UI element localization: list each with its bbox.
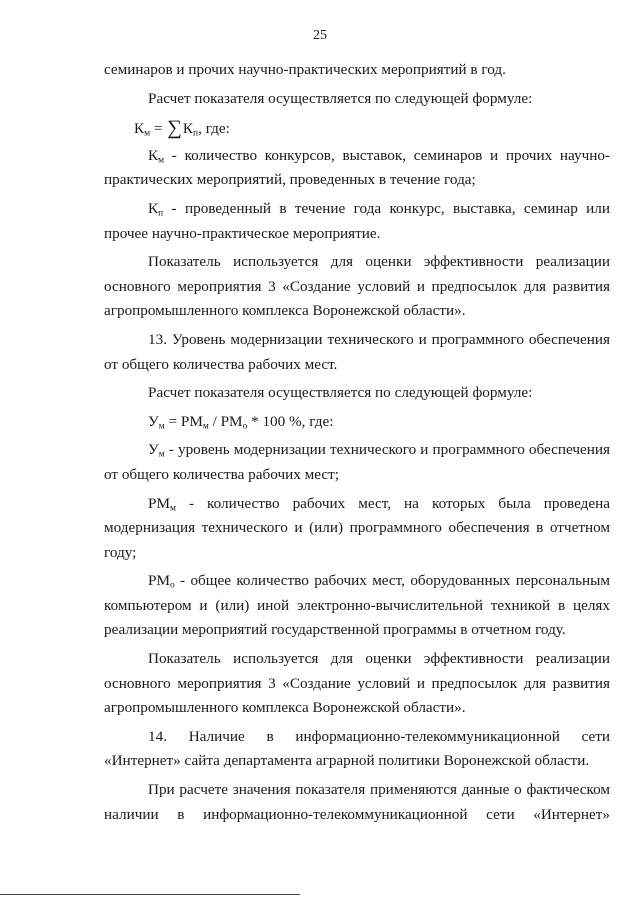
formula-um-tail: * 100 %, где:: [247, 412, 334, 430]
item-13-line-2: от общего количества рабочих мест.: [104, 355, 338, 373]
formula-km: [104, 115, 610, 140]
paragraph-rmo-line-1: [104, 569, 610, 594]
paragraph-km-line-2: практических мероприятий, проведенных в течение года;: [104, 171, 476, 189]
paragraph-rmm-line-1: [104, 492, 610, 517]
symbol-kp: К: [148, 199, 159, 217]
footer-rule: [0, 894, 300, 895]
formula-um-mid2-sub: о: [242, 421, 248, 432]
formula-um-mid2: / РМ: [208, 412, 243, 430]
formula-um-mid1: = РМ: [164, 412, 203, 430]
paragraph-kp-line-1: [104, 197, 610, 222]
formula-um-mid1-sub: м: [202, 421, 209, 432]
item-14-line-1: 14. Наличие в информационно-телекоммуникационной сети: [148, 727, 610, 745]
paragraph-km-line-1: [104, 144, 610, 169]
paragraph-rmm-line-2: модернизация технического и (или) программного обеспечения в отчетном: [104, 519, 610, 537]
formula-km-eq: =: [150, 120, 167, 138]
symbol-rmo: РМ: [148, 572, 170, 590]
paragraph-kp-line-2: прочее научно-практическое мероприятие.: [104, 224, 381, 242]
formula-um-lhs: У: [148, 412, 159, 430]
paragraph-13-line-2: наличии в информационно-телекоммуникационной сети «Интернет»: [104, 805, 610, 823]
symbol-um-sub: м: [158, 449, 165, 460]
paragraph-rmm-text: - количество рабочих мест, на которых была проведена: [175, 494, 610, 512]
page-number: 25: [313, 28, 327, 43]
formula-um-lhs-sub: м: [158, 421, 165, 432]
paragraph-7-line-1: Расчет показателя осуществляется по следующей формуле:: [148, 384, 533, 402]
formula-km-lhs-sub: м: [144, 128, 151, 139]
symbol-km: К: [148, 146, 159, 164]
paragraph-11-line-3: агропромышленного комплекса Воронежской области».: [104, 699, 466, 717]
paragraph-5-line-2: основного мероприятия 3 «Создание условий и предпосылок для развития: [104, 277, 610, 295]
paragraph-rmo-line-2: компьютером и (или) иной электронно-вычислительной техникой в целях: [104, 596, 610, 614]
symbol-kp-sub: п: [158, 208, 164, 219]
paragraph-13-line-1: При расчете значения показателя применяются данные о фактическом: [148, 781, 610, 799]
formula-um: [104, 410, 610, 435]
paragraph-um-line-2: от общего количества рабочих мест;: [104, 465, 339, 483]
formula-km-rhs-sub: п: [193, 128, 199, 139]
symbol-rmm-sub: м: [169, 502, 176, 513]
paragraph-um-text: - уровень модернизации технического и программного обеспечения: [164, 441, 610, 459]
paragraph-5-line-1: Показатель используется для оценки эффективности реализации: [148, 253, 610, 271]
sum-symbol: ∑: [167, 117, 182, 140]
formula-km-lhs: К: [134, 120, 145, 138]
item-14-line-2: «Интернет» сайта департамента аграрной политики Воронежской области.: [104, 752, 590, 770]
paragraph-km-text: - количество конкурсов, выставок, семинаров и прочих научно-: [164, 146, 610, 164]
item-13-line-1: 13. Уровень модернизации технического и программного обеспечения: [148, 330, 610, 348]
symbol-um: У: [148, 441, 159, 459]
paragraph-rmo-text: - общее количество рабочих мест, оборудованных персональным: [174, 572, 610, 590]
paragraph-5-line-3: агропромышленного комплекса Воронежской области».: [104, 302, 466, 320]
paragraph-2-line-1: Расчет показателя осуществляется по следующей формуле:: [148, 89, 533, 107]
page-body: [104, 58, 610, 827]
formula-km-tail: , где:: [198, 120, 230, 138]
paragraph-11-line-2: основного мероприятия 3 «Создание условий и предпосылок для развития: [104, 674, 610, 692]
symbol-rmm: РМ: [148, 494, 170, 512]
paragraph-um-line-1: [104, 438, 610, 463]
paragraph-rmm-line-3: году;: [104, 543, 137, 561]
paragraph-rmo-line-3: реализации мероприятий государственной программы в отчетном году.: [104, 621, 566, 639]
paragraph-11-line-1: Показатель используется для оценки эффективности реализации: [148, 650, 610, 668]
paragraph-kp-text: - проведенный в течение года конкурс, выставка, семинар или: [163, 199, 610, 217]
paragraph-1-line-1: семинаров и прочих научно-практических мероприятий в год.: [104, 61, 506, 78]
symbol-rmo-sub: о: [169, 580, 175, 591]
formula-km-rhs: К: [182, 120, 194, 138]
symbol-km-sub: м: [158, 155, 165, 166]
